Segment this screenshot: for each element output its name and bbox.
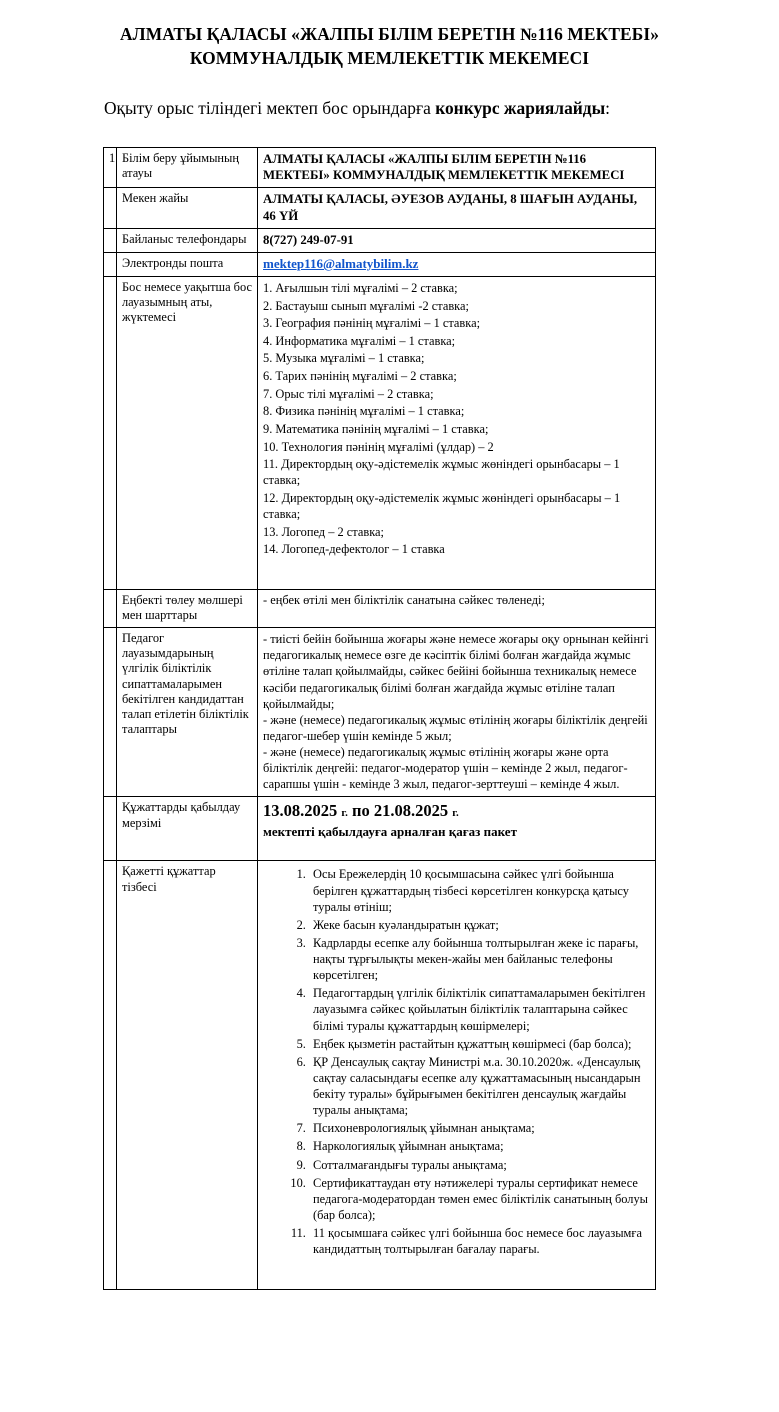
required-documents-list bbox=[263, 866, 650, 1257]
list-item: 7. Орыс тілі мұғалімі – 2 ставка; bbox=[263, 386, 434, 401]
list-item: 5. Музыка мұғалімі – 1 ставка; bbox=[263, 351, 425, 366]
list-item: 5. Еңбек қызметін растайтын құжаттың көшірмесі (бар болса); bbox=[309, 1036, 650, 1052]
email-link[interactable]: mektep116@almatybilim.kz bbox=[263, 255, 419, 271]
row-number-spacer-email bbox=[104, 252, 117, 276]
subtitle-bold-text: конкурс жариялайды bbox=[435, 98, 606, 119]
table-row-address bbox=[104, 188, 656, 228]
table-row-documents bbox=[104, 861, 656, 1290]
row-number-spacer-address bbox=[104, 188, 117, 228]
value-phone: 8(727) 249-07-91 bbox=[258, 228, 656, 252]
announcement-subtitle bbox=[0, 70, 779, 121]
list-item: 6. ҚР Денсаулық сақтау Министрі м.а. 30.10.2020ж. «Денсаулық сақтау саласындағы есепке алу құжаттамасының нысандарын бекіту туралы» бұйрығымен бекітілген денсаулық жағдайы туралы анықтама; bbox=[309, 1054, 650, 1119]
deadline-note: мектепті қабылдауға арналған қағаз пакет bbox=[263, 823, 517, 839]
row-number-spacer-phone bbox=[104, 228, 117, 252]
deadline-between-word: по bbox=[352, 801, 370, 821]
row-number-spacer-requirements bbox=[104, 628, 117, 797]
deadline-date-from: 13.08.2025 bbox=[263, 801, 338, 821]
list-item: 3. Кадрларды есепке алу бойынша толтырылған жеке іс парағы, нақты тұрғылықты мекен-жайы мен байланыс телефоны көрсетілген; bbox=[309, 935, 650, 983]
row-number-cell: 1 bbox=[104, 148, 117, 188]
row-number-spacer-vacancies bbox=[104, 276, 117, 589]
list-item: 4. Информатика мұғалімі – 1 ставка; bbox=[263, 333, 456, 348]
deadline-date-from-suffix: г. bbox=[341, 807, 348, 820]
value-org-name: АЛМАТЫ ҚАЛАСЫ «ЖАЛПЫ БІЛІМ БЕРЕТІН №116 МЕКТЕБІ» КОММУНАЛДЫҚ МЕМЛЕКЕТТІК МЕКЕМЕСІ bbox=[258, 148, 656, 188]
row-number-spacer-documents bbox=[104, 861, 117, 1290]
requirement-paragraph: - және (немесе) педагогикалық жұмыс өтілінің жоғары біліктілік деңгейі педагог-шебер үшін кемінде 5 жыл; bbox=[263, 712, 648, 743]
documents-list-trailing-space bbox=[263, 1259, 650, 1285]
table-row-phone bbox=[104, 228, 656, 252]
list-item: 7. Психоневрологиялық ұйымнан анықтама; bbox=[309, 1120, 650, 1136]
table-row-deadline bbox=[104, 797, 656, 861]
list-item: 1. Осы Ережелердің 10 қосымшасына сәйкес үлгі бойынша берілген құжаттардың тізбесі көрсетілген конкурсқа қатысу туралы өтініш; bbox=[309, 866, 650, 914]
table-row-salary bbox=[104, 589, 656, 627]
list-item: 11. 11 қосымшаға сәйкес үлгі бойынша бос немесе бос лауазымға кандидаттың толтырылған бағалау парағы. bbox=[309, 1225, 650, 1257]
list-item: 1. Ағылшын тілі мұғалімі – 2 ставка; bbox=[263, 280, 458, 295]
subtitle-plain-text: Оқыту орыс тіліндегі мектеп бос орындарға bbox=[104, 98, 436, 119]
list-item: 8. Наркологиялық ұйымнан анықтама; bbox=[309, 1138, 650, 1154]
list-item: 2. Бастауыш сынып мұғалімі -2 ставка; bbox=[263, 298, 469, 313]
label-address: Мекен жайы bbox=[117, 188, 258, 228]
list-item: 4. Педагогтардың үлгілік біліктілік сипаттамаларымен бекітілген лауазымға сәйкес қойылатын біліктілік талаптарына сәйкес білімі туралы құжаттардың көшірмелері; bbox=[309, 985, 650, 1033]
list-item: 9. Математика пәнінің мұғалімі – 1 ставка; bbox=[263, 421, 489, 436]
label-org-name: Білім беру ұйымының атауы bbox=[117, 148, 258, 188]
label-email: Электронды пошта bbox=[117, 252, 258, 276]
label-salary: Еңбекті төлеу мөлшері мен шарттары bbox=[117, 589, 258, 627]
label-phone: Байланыс телефондары bbox=[117, 228, 258, 252]
list-item: 3. География пәнінің мұғалімі – 1 ставка; bbox=[263, 316, 481, 331]
deadline-date-to-suffix: г. bbox=[452, 807, 459, 820]
page-title: АЛМАТЫ ҚАЛАСЫ «ЖАЛПЫ БІЛІМ БЕРЕТІН №116 МЕКТЕБІ» КОММУНАЛДЫҚ МЕМЛЕКЕТТІК МЕКЕМЕСІ bbox=[120, 24, 659, 69]
list-item: 6. Тарих пәнінің мұғалімі – 2 ставка; bbox=[263, 369, 457, 384]
deadline-trailing-space bbox=[263, 840, 650, 856]
value-deadline-cell bbox=[258, 797, 656, 861]
value-salary: - еңбек өтілі мен біліктілік санатына сәйкес төленеді; bbox=[258, 589, 656, 627]
table-row-email bbox=[104, 252, 656, 276]
list-item: 11. Директордың оқу-әдістемелік жұмыс жөніндегі орынбасары – 1 ставка; bbox=[263, 457, 620, 488]
table-row-org-name bbox=[104, 148, 656, 188]
list-item: 9. Сотталмағандығы туралы анықтама; bbox=[309, 1157, 650, 1173]
label-vacancies: Бос немесе уақытша бос лауазымның аты, жүктемесі bbox=[117, 276, 258, 589]
value-documents-cell bbox=[258, 861, 656, 1290]
deadline-date-to: 21.08.2025 bbox=[373, 801, 449, 821]
row-number-spacer-salary bbox=[104, 589, 117, 627]
label-requirements: Педагог лауазымдарының үлгілік біліктілік сипаттамаларымен бекітілген кандидаттан талап етілетін біліктілік талаптары bbox=[117, 628, 258, 797]
vacancy-list bbox=[263, 280, 650, 585]
label-deadline: Құжаттарды қабылдау мерзімі bbox=[117, 797, 258, 861]
row-number-spacer-deadline bbox=[104, 797, 117, 861]
list-item: 8. Физика пәнінің мұғалімі – 1 ставка; bbox=[263, 404, 465, 419]
table-row-vacancies bbox=[104, 276, 656, 589]
value-requirements-cell bbox=[258, 628, 656, 797]
list-item: 14. Логопед-дефектолог – 1 ставка bbox=[263, 542, 445, 557]
table-row-requirements bbox=[104, 628, 656, 797]
requirement-paragraph: - және (немесе) педагогикалық жұмыс өтілінің жоғары және орта біліктілік деңгейі: педагог-модератор үшін – кемінде 2 жыл, педагог-сарапшы үшін - кемінде 3 жыл, педагог-зерттеуші – кемінде 4 жыл. bbox=[263, 745, 628, 792]
list-item: 12. Директордың оқу-әдістемелік жұмыс жөніндегі орынбасары – 1 ставка; bbox=[263, 490, 621, 522]
info-table-container bbox=[0, 121, 779, 1290]
list-item: 13. Логопед – 2 ставка; bbox=[263, 524, 384, 539]
deadline-dates bbox=[263, 800, 650, 821]
vacancy-info-table bbox=[103, 147, 656, 1290]
list-item: 2. Жеке басын куәландыратын құжат; bbox=[309, 917, 650, 933]
list-item: 10. Сертификаттаудан өту нәтижелері туралы сертификат немесе педагога-модератордан төмен емес біліктілік санатының болуы (бар болса); bbox=[309, 1175, 650, 1223]
label-documents: Қажетті құжаттар тізбесі bbox=[117, 861, 258, 1290]
vacancy-list-trailing-space bbox=[263, 559, 650, 585]
list-item: 10. Технология пәнінің мұғалімі (ұлдар) – 2 bbox=[263, 439, 494, 454]
value-address: АЛМАТЫ ҚАЛАСЫ, ӘУЕЗОВ АУДАНЫ, 8 ШАҒЫН АУДАНЫ, 46 ҮЙ bbox=[258, 188, 656, 228]
value-vacancies-cell bbox=[258, 276, 656, 589]
subtitle-colon: : bbox=[605, 98, 610, 119]
value-email-cell bbox=[258, 252, 656, 276]
requirement-paragraph: - тиісті бейін бойынша жоғары және немесе жоғары оқу орнынан кейінгі педагогикалық немесе өзге де кәсіптік білімі болған жағдайда жұмыс өтіліне талап қойылмайды, сәйкес бейіні бойынша техникалық немесе кәсіби педагогикалық білімі болған жағдайда жұмыс өтіліне талап қойылмайды; bbox=[263, 632, 649, 711]
